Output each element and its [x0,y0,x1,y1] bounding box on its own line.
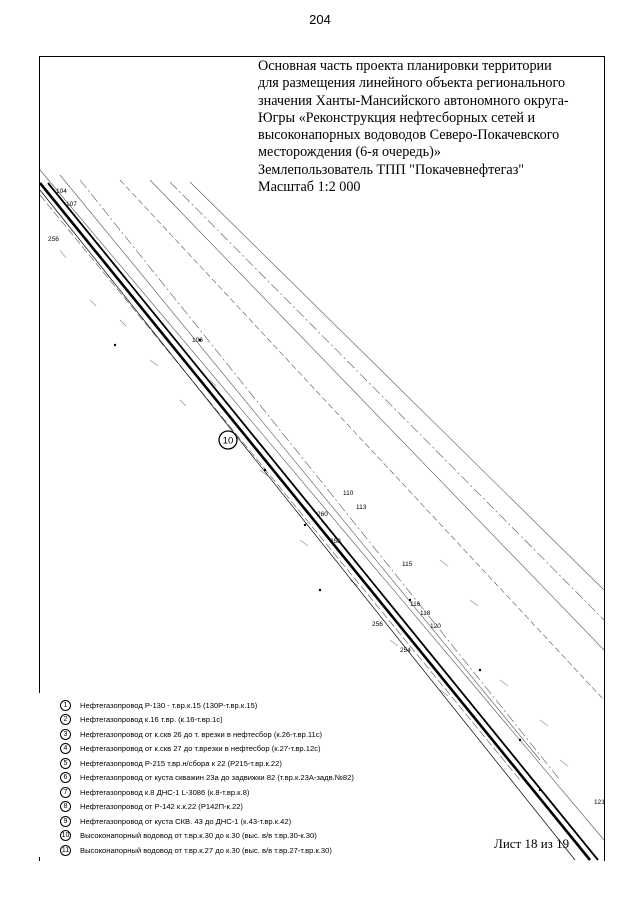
survey-point [519,739,521,741]
legend-number: 4 [60,743,71,754]
boundary-line [190,182,604,590]
title-block [258,58,598,196]
legend-text: Нефтегазопровод к.8 ДНС-1 L-3086 (к.8-т.вр.к.8) [80,787,250,797]
title-line: для размещения линейного объекта регионального [258,75,566,92]
hatch-mark [60,250,66,258]
legend-item [60,771,354,786]
sheet-label: Лист 18 из 19 [494,836,570,851]
hatch-mark [470,600,478,606]
route-marker-10 [219,431,237,449]
boundary-line [170,182,604,620]
survey-point [539,789,541,791]
legend-number: 11 [61,846,70,854]
point-label: 256 [48,236,59,243]
legend-text: Высоконапорный водовод от т.вр.к.27 до к.30 (выс. в/в т.вр.27-т.вр.к.30) [80,845,332,855]
point-label: 120 [430,623,441,630]
legend-number: 1 [60,700,71,711]
survey-point [304,524,306,526]
route-marker-label: 10 [222,435,234,447]
point-label: 104 [56,188,67,195]
point-label: 116 [410,601,421,608]
legend-item [60,843,354,858]
legend-number: 2 [60,714,71,725]
legend-text: Нефтегазопровод от куста СКВ. 43 до ДНС-1 (к.43-т.вр.к.42) [80,816,292,826]
hatch-mark [120,320,126,326]
point-label: 121 [594,799,605,806]
legend-item [60,800,354,815]
page-number: 204 [309,12,331,27]
survey-point [479,669,481,671]
hatch-mark [440,560,448,566]
legend-number: 10 [61,832,70,840]
legend-item [60,814,354,829]
title-line: Югры «Реконструкция нефтесборных сетей и [258,109,536,126]
boundary-line [80,180,560,783]
title-line: значения Ханты-Мансийского автономного округа- [258,92,569,109]
point-label: 115 [402,561,413,568]
legend-text: Нефтегазопровод к.16 т.вр. (к.16-т.вр.1с) [80,715,223,725]
title-line: месторождения (6-я очередь)» [258,144,441,161]
point-label: 256 [372,621,383,628]
legend-text: Нефтегазопровод Р-130 - т.вр.к.15 (130Р-т.вр.к.15) [80,700,258,710]
hatch-mark [150,360,158,366]
legend [60,698,354,858]
scale-line: Масштаб 1:2 000 [258,179,361,196]
legend-item [60,727,354,742]
point-label: 118 [420,610,431,617]
legend-text: Высоконапорный водовод от т.вр.к.30 до к.30 (выс. в/в т.вр.30-к.30) [80,831,317,841]
point-label: 258 [330,538,341,545]
boundary-line [150,180,604,650]
legend-item [60,829,354,844]
survey-point [319,589,321,591]
point-label: 254 [400,647,411,654]
boundary-line [120,180,604,700]
legend-text: Нефтегазопровод от к.скв 26 до т. врезки в нефтесбор (к.26-т.вр.11с) [80,729,323,739]
hatch-mark [300,540,308,546]
legend-number: 3 [60,729,71,740]
legend-item [60,785,354,800]
hatch-mark [390,640,398,646]
hatch-mark [90,300,96,306]
point-label: 260 [317,511,328,518]
legend-item [60,742,354,757]
legend-text: Нефтегазопровод от Р-142 к.к.22 (Р142П-к.22) [80,802,243,812]
legend-number: 8 [60,801,71,812]
legend-item [60,698,354,713]
hatch-mark [560,760,568,766]
survey-point [114,344,116,346]
point-label: 113 [356,504,367,511]
legend-number: 7 [60,787,71,798]
legend-text: Нефтегазопровод от куста скважин 23а до задвижки 82 (т.вр.к.23А-задв.№82) [80,773,354,783]
legend-text: Нефтегазопровод от к.скв 27 до т.врезки в нефтесбор (к.27-т.вр.12с) [80,744,321,754]
point-label: 110 [343,490,354,497]
hatch-mark [180,400,186,406]
legend-number: 9 [60,816,71,827]
land-user-line: Землепользователь ТПП "Покачевнефтегаз" [258,161,525,178]
legend-number: 6 [60,772,71,783]
hatch-mark [500,680,508,686]
boundary-line [60,175,540,760]
legend-item [60,756,354,771]
hatch-mark [540,720,548,726]
legend-number: 5 [60,758,71,769]
legend-item [60,713,354,728]
title-line: Основная часть проекта планировки территории [258,58,552,74]
title-line: высоконапорных водоводов Северо-Покачевского [258,127,560,144]
point-label: 108 [192,337,203,344]
survey-point [264,469,266,471]
point-label: 107 [66,201,77,208]
legend-text: Нефтегазопровод Р-215 т.вр.н/сбора к 22 (Р215-т.вр.к.22) [80,758,282,768]
